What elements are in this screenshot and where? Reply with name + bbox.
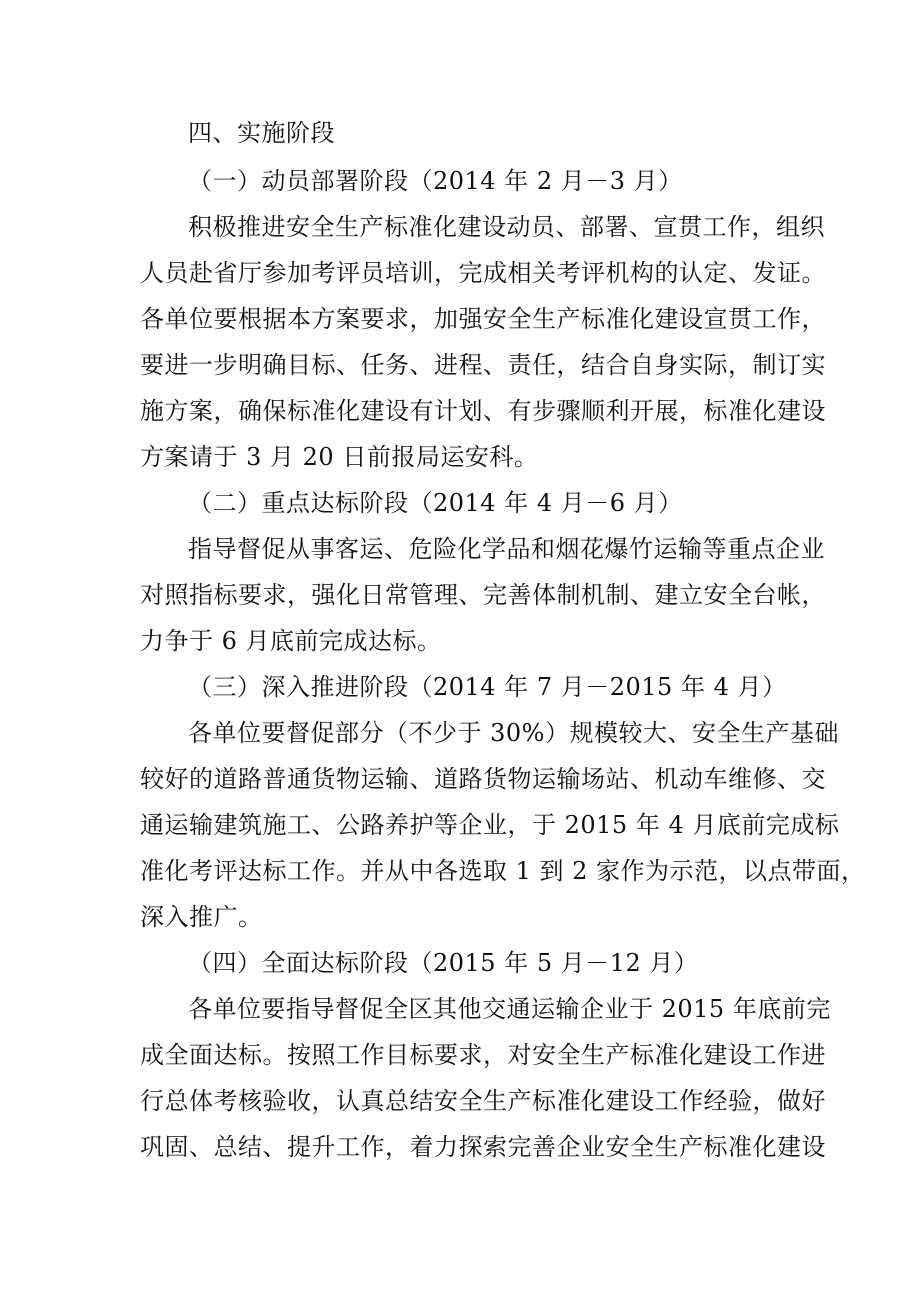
stage-2-heading: （二）重点达标阶段（2014 年 4 月－6 月） xyxy=(188,489,683,517)
stage-4-heading: （四）全面达标阶段（2015 年 5 月－12 月） xyxy=(188,949,699,977)
stage-2-paragraph-line: 指导督促从事客运、危险化学品和烟花爆竹运输等重点企业 xyxy=(188,535,825,563)
stage-2-paragraph-line: 力争于 6 月底前完成达标。 xyxy=(140,627,442,655)
stage-3-paragraph-line: 通运输建筑施工、公路养护等企业，于 2015 年 4 月底前完成标 xyxy=(140,811,840,839)
stage-1-paragraph-line: 各单位要根据本方案要求，加强安全生产标准化建设宣贯工作， xyxy=(140,305,826,333)
stage-3-heading: （三）深入推进阶段（2014 年 7 月－2015 年 4 月） xyxy=(188,673,787,701)
stage-1-paragraph-line: 人员赴省厅参加考评员培训，完成相关考评机构的认定、发证。 xyxy=(140,259,826,287)
stage-3-paragraph-line: 各单位要督促部分（不少于 30%）规模较大、安全生产基础 xyxy=(188,719,839,747)
stage-3-paragraph-line: 深入推广。 xyxy=(140,903,263,931)
stage-1-heading: （一）动员部署阶段（2014 年 2 月－3 月） xyxy=(188,167,683,195)
stage-4-paragraph-line: 行总体考核验收，认真总结安全生产标准化建设工作经验，做好 xyxy=(140,1087,826,1115)
stage-3-paragraph-line: 准化考评达标工作。并从中各选取 1 到 2 家作为示范，以点带面， xyxy=(140,857,866,885)
stage-3-paragraph-line: 较好的道路普通货物运输、道路货物运输场站、机动车维修、交 xyxy=(140,765,826,793)
stage-4-paragraph-line: 巩固、总结、提升工作，着力探索完善企业安全生产标准化建设 xyxy=(140,1133,826,1161)
stage-1-paragraph-line: 积极推进安全生产标准化建设动员、部署、宣贯工作，组织 xyxy=(188,213,825,241)
stage-1-paragraph-line: 要进一步明确目标、任务、进程、责任，结合自身实际，制订实 xyxy=(140,351,826,379)
stage-4-paragraph-line: 各单位要指导督促全区其他交通运输企业于 2015 年底前完 xyxy=(188,995,831,1023)
stage-1-paragraph-line: 施方案，确保标准化建设有计划、有步骤顺利开展，标准化建设 xyxy=(140,397,826,425)
section-title: 四、实施阶段 xyxy=(188,119,335,147)
stage-4-paragraph-line: 成全面达标。按照工作目标要求，对安全生产标准化建设工作进 xyxy=(140,1041,826,1069)
stage-2-paragraph-line: 对照指标要求，强化日常管理、完善体制机制、建立安全台帐， xyxy=(140,581,826,609)
stage-1-paragraph-line: 方案请于 3 月 20 日前报局运安科。 xyxy=(140,443,539,471)
